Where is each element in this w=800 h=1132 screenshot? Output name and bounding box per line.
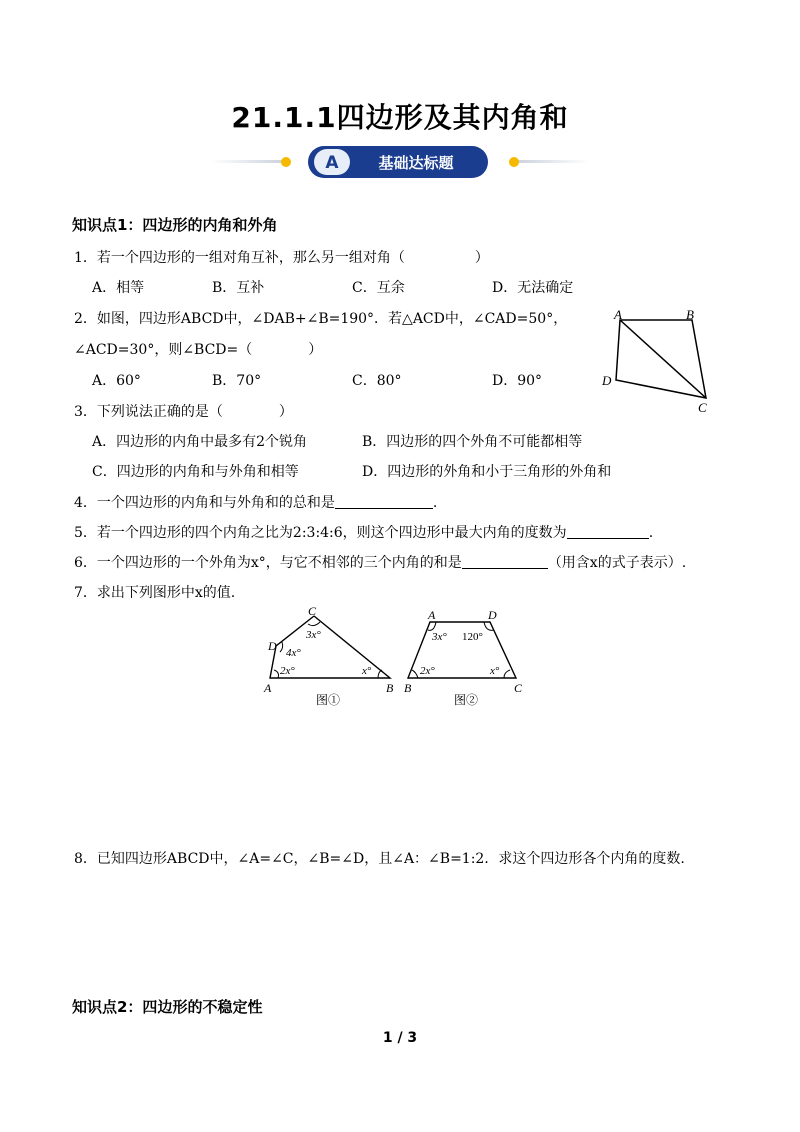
- q2-label-c: C: [698, 400, 707, 415]
- question-5: [74, 522, 653, 542]
- q3-option-b: B．四边形的四个外角不可能都相等: [362, 434, 583, 450]
- q1-option-b: B．互补: [212, 280, 265, 296]
- fig2-angle-d: 120°: [462, 631, 483, 643]
- q5-end: .: [648, 525, 654, 541]
- banner-dot-right: [509, 157, 519, 167]
- q5-answer-blank[interactable]: [567, 524, 649, 539]
- question-1-stem: 1．若一个四边形的一组对角互补，那么另一组对角（ ）: [74, 250, 489, 266]
- q2-label-b: B: [686, 307, 694, 322]
- q2-option-b: B．70°: [212, 373, 262, 389]
- fig1-label-d: D: [268, 639, 277, 653]
- fig1-angle-c: 3x°: [306, 629, 321, 641]
- q6-text: 6．一个四边形的一个外角为x°，与它不相邻的三个内角的和是: [74, 555, 462, 571]
- q2-label-a: A: [614, 307, 622, 322]
- q2-option-c: C．80°: [352, 373, 402, 389]
- fig1-caption: 图①: [316, 693, 341, 707]
- q3-option-a: A．四边形的内角中最多有2个锐角: [92, 434, 308, 450]
- q1-option-d: D．无法确定: [492, 280, 574, 296]
- fig1-label-c: C: [308, 604, 317, 618]
- q5-text: 5．若一个四边形的四个内角之比为2:3:4:6，则这个四边形中最大内角的度数为: [74, 525, 567, 541]
- q2-label-d: D: [602, 373, 612, 388]
- fig2-label-d: D: [488, 608, 497, 622]
- q6-answer-blank[interactable]: [462, 554, 548, 569]
- fig1-angle-d: 4x°: [286, 647, 301, 659]
- fig1-label-a: A: [264, 681, 272, 695]
- q2-option-d: D．90°: [492, 373, 543, 389]
- fig2-angle-b: 2x°: [420, 665, 435, 677]
- q3-option-d: D．四边形的外角和小于三角形的外角和: [362, 464, 612, 480]
- banner-letter: A: [325, 153, 339, 173]
- q3-option-c: C．四边形的内角和与外角和相等: [92, 464, 299, 480]
- fig2-label-c: C: [514, 681, 523, 695]
- q1-option-c: C．互余: [352, 280, 405, 296]
- fig2-angle-c: x°: [490, 665, 500, 677]
- q2-option-a: A．60°: [92, 373, 141, 389]
- question-2-stem-line-2: ∠ACD=30°，则∠BCD=（ ）: [74, 342, 323, 358]
- question-4: [74, 492, 437, 512]
- page-title: 21.1.1四边形及其内角和: [231, 101, 569, 134]
- banner-text: 基础达标题: [378, 154, 454, 172]
- fig2-label-a: A: [428, 608, 436, 622]
- section-banner: [210, 140, 590, 184]
- q7-figure-2: [404, 604, 534, 710]
- q2-quadrilateral-figure: [596, 304, 726, 416]
- question-8-stem: 8．已知四边形ABCD中，∠A=∠C，∠B=∠D，且∠A：∠B=1:2．求这个四边形各个内角的度数.: [74, 851, 685, 867]
- banner-dot-left: [281, 157, 291, 167]
- question-6: [74, 552, 686, 572]
- section-heading-1: 知识点1：四边形的内角和外角: [72, 216, 278, 234]
- fig2-angle-a: 3x°: [432, 631, 447, 643]
- fig1-label-b: B: [386, 681, 394, 695]
- fig1-angle-b: x°: [362, 665, 372, 677]
- q7-figure-1: [256, 604, 406, 710]
- fig2-label-b: B: [404, 681, 412, 695]
- section-heading-2: 知识点2：四边形的不稳定性: [72, 998, 263, 1016]
- fig1-angle-a: 2x°: [280, 665, 295, 677]
- question-2-stem-line-1: 2．如图，四边形ABCD中，∠DAB+∠B=190°．若△ACD中，∠CAD=50°，: [74, 311, 568, 327]
- q4-end: .: [432, 495, 438, 511]
- q1-option-a: A．相等: [92, 280, 145, 296]
- question-7-stem: 7．求出下列图形中x的值.: [74, 585, 236, 601]
- q4-text: 4．一个四边形的内角和与外角和的总和是: [74, 495, 335, 511]
- q4-answer-blank[interactable]: [335, 494, 433, 509]
- fig2-caption: 图②: [454, 693, 479, 707]
- question-3-stem: 3．下列说法正确的是（ ）: [74, 404, 293, 420]
- page-number: 1 / 3: [382, 1030, 418, 1046]
- q6-end: （用含x的式子表示）.: [547, 555, 687, 571]
